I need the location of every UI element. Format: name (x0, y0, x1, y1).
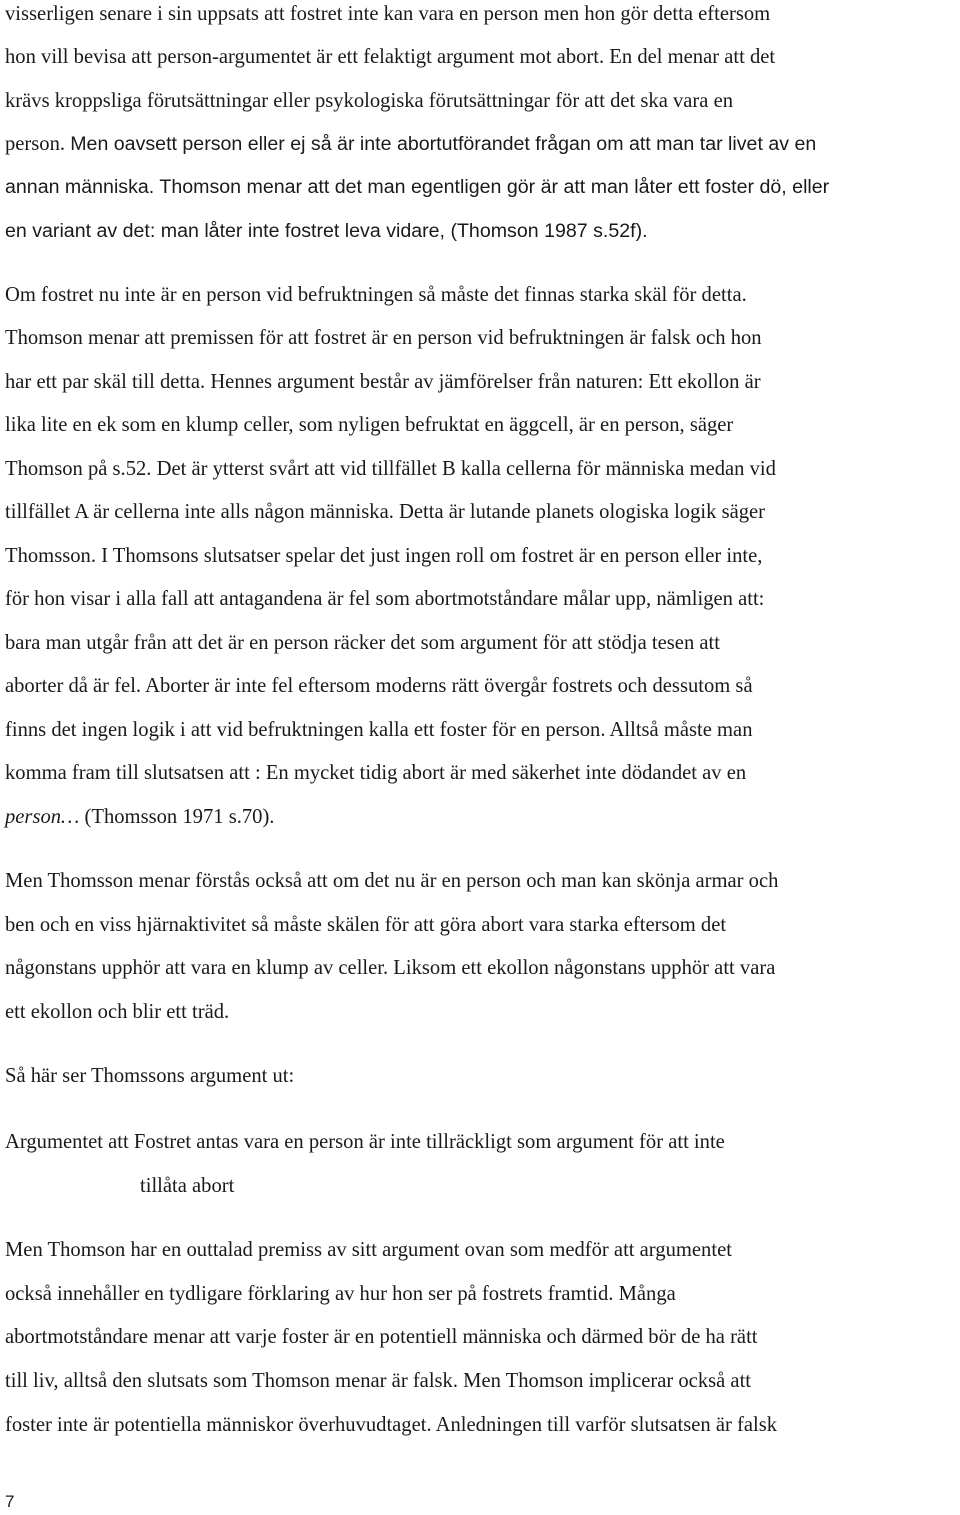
text-line-4 (5, 131, 816, 157)
text-line-30: till liv, alltså den slutsats som Thomson menar är falsk. Men Thomson implicerar också att (5, 1370, 752, 1392)
text-line-5 (5, 174, 829, 200)
text-segment-men-oavsett: Men oavsett person eller ej så är inte abortutförandet frågan om att man tar livet av en (70, 133, 817, 155)
text-line-3: krävs kroppsliga förutsättningar eller psykologiska förutsättningar för att det ska vara en (5, 90, 734, 112)
text-line-1: visserligen senare i sin uppsats att fostret inte kan vara en person men hon gör detta eftersom (5, 3, 771, 25)
text-segment-citation: (Thomsson 1971 s.70). (84, 806, 275, 828)
text-line-9 (5, 369, 761, 395)
text-line-16: aborter då är fel. Aborter är inte fel eftersom moderns rätt övergår fostrets och dessutom så (5, 675, 753, 697)
text-segment-komma-fram: komma fram till slutsatsen att : (5, 762, 261, 784)
text-line-13: Thomsson. I Thomsons slutsatser spelar det just ingen roll om fostret är en person eller inte, (5, 545, 763, 567)
text-line-12: tillfället A är cellerna inte alls någon människa. Detta är lutande planets ologiska logik säger (5, 501, 766, 523)
text-line-21: ben och en viss hjärnaktivitet så måste skälen för att göra abort vara starka eftersom det (5, 914, 727, 936)
text-line-28: också innehåller en tydligare förklaring av hur hon ser på fostrets framtid. Många (5, 1283, 676, 1305)
text-line-22: någonstans upphör att vara en klump av celler. Liksom ett ekollon någonstans upphör att vara (5, 957, 776, 979)
text-line-19 (5, 804, 274, 830)
text-line-15: bara man utgår från att det är en person räcker det som argument för att stödja tesen att (5, 632, 720, 654)
page-number: 7 (5, 1492, 15, 1511)
text-line-14: för hon visar i alla fall att antagandena är fel som abortmotståndare målar upp, nämligen att: (5, 588, 765, 610)
text-segment-hennes-argument: Hennes argument består av jämförelser från naturen: Ett ekollon är (210, 371, 761, 393)
text-line-11: Thomson på s.52. Det är ytterst svårt att vid tillfället B kalla cellerna för människa medan vid (5, 458, 776, 480)
text-segment-person: person. (5, 133, 66, 155)
text-line-26: tillåta abort (140, 1175, 235, 1197)
text-line-29: abortmotståndare menar att varje foster är en potentiell människa och därmed bör de ha rätt (5, 1326, 758, 1348)
text-segment-annan-manniska: annan människa. (5, 176, 155, 198)
text-segment-har-ett-par: har ett par skäl till detta. (5, 371, 206, 393)
text-line-8: Thomson menar att premissen för att fostret är en person vid befruktningen är falsk och hon (5, 327, 762, 349)
text-line-27: Men Thomson har en outtalad premiss av sitt argument ovan som medför att argumentet (5, 1239, 732, 1261)
text-line-23: ett ekollon och blir ett träd. (5, 1001, 230, 1023)
text-line-31: foster inte är potentiella människor överhuvudtaget. Anledningen till varför slutsatsen är falsk (5, 1414, 778, 1436)
text-line-18 (5, 760, 746, 786)
text-segment-person-ellipsis: person… (5, 806, 80, 828)
text-line-17: finns det ingen logik i att vid befruktningen kalla ett foster för en person. Alltså måste man (5, 719, 753, 741)
text-line-25: Argumentet att Fostret antas vara en person är inte tillräckligt som argument för att inte (5, 1131, 725, 1153)
text-segment-thomson-menar: Thomson menar att det man egentligen gör är att man låter ett foster dö, eller (159, 176, 830, 198)
text-line-20: Men Thomsson menar förstås också att om det nu är en person och man kan skönja armar och (5, 870, 779, 892)
text-line-6: en variant av det: man låter inte fostret leva vidare, (Thomson 1987 s.52f). (5, 220, 648, 242)
text-segment-quote: En mycket tidig abort är med säkerhet inte dödandet av en (265, 762, 747, 784)
text-line-7: Om fostret nu inte är en person vid befruktningen så måste det finnas starka skäl för detta. (5, 284, 747, 306)
text-line-24: Så här ser Thomssons argument ut: (5, 1065, 295, 1087)
text-line-10: lika lite en ek som en klump celler, som nyligen befruktat en äggcell, är en person, säger (5, 414, 734, 436)
text-line-2: hon vill bevisa att person-argumentet är ett felaktigt argument mot abort. En del menar att det (5, 46, 776, 68)
